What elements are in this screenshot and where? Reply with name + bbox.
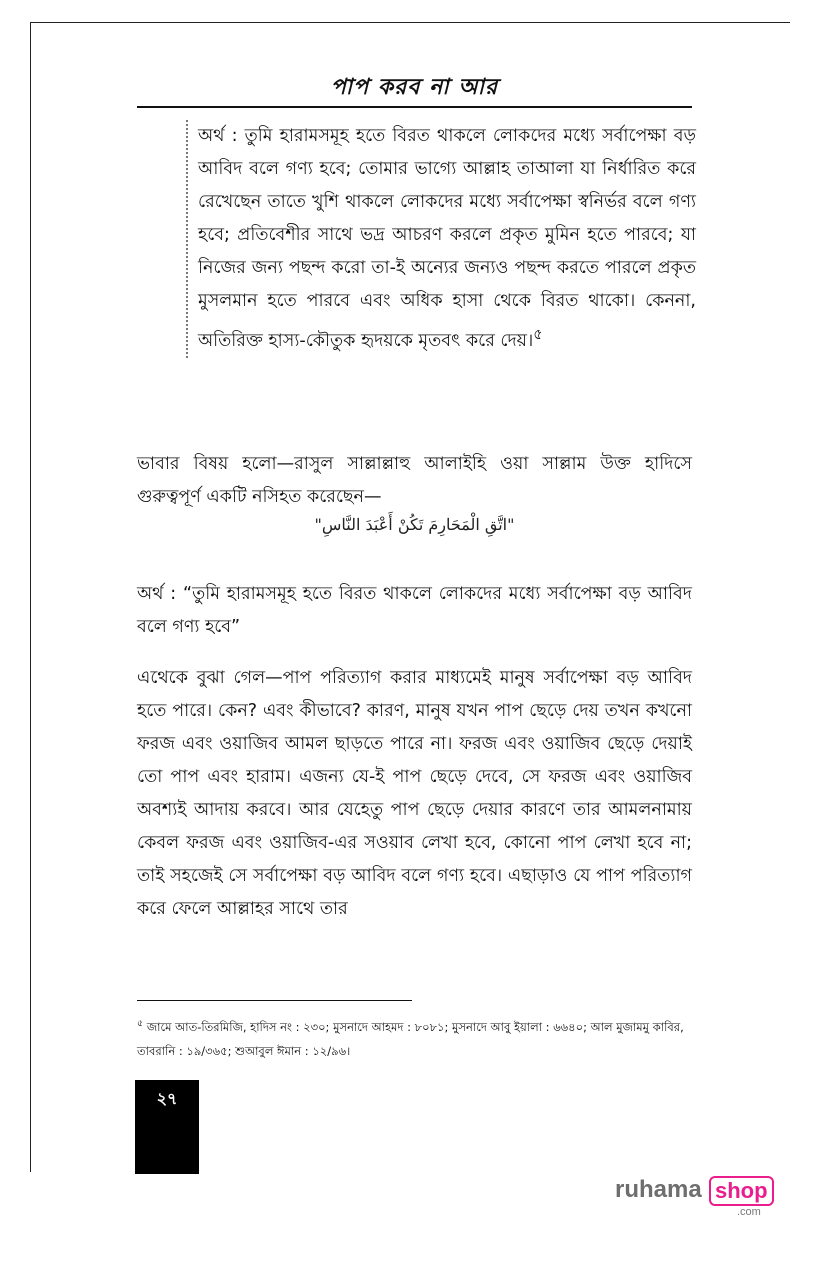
- arabic-hadith: "اتَّقِ الْمَحَارِمَ تَكُنْ أَعْبَدَ النَّاسِ": [314, 515, 515, 534]
- footnote-rule: [137, 1000, 412, 1001]
- brand-shop-badge: shop: [709, 1176, 774, 1206]
- footnote: [137, 1012, 697, 1063]
- paragraph-1: ভাবার বিষয় হলো—রাসুল সাল্লাল্লাহু আলাইহি ওয়া সাল্লাম উক্ত হাদিসে গুরুত্বপূর্ণ একটি নসিহত করেছেন—: [137, 454, 692, 507]
- paragraph-3: এথেকে বুঝা গেল—পাপ পরিত্যাগ করার মাধ্যমেই মানুষ সর্বাপেক্ষা বড় আবিদ হতে পারে। কেন? এবং কীভাবে? কারণ, মানুষ যখন পাপ ছেড়ে দেয় তখন কখনো ফরজ এবং ওয়াজিব আমল ছাড়তে পারে না। ফরজ এবং ওয়াজিব ছেড়ে দেয়াই তো পাপ এবং হারাম। এজন্য যে-ই পাপ ছেড়ে দেবে, সে ফরজ এবং ওয়াজিব অবশ্যই আদায় করবে। আর যেহেতু পাপ ছেড়ে দেয়ার কারণে তার আমলনামায় কেবল ফরজ এবং ওয়াজিব-এর সওয়াব লেখা হবে, কোনো পাপ লেখা হবে না; তাই সহজেই সে সর্বাপেক্ষা বড় আবিদ বলে গণ্য হবে। এছাড়াও যে পাপ পরিত্যাগ করে ফেলে আল্লাহর সাথে তার: [137, 668, 692, 919]
- footnote-mark: ৫: [137, 1018, 144, 1029]
- quote-footnote-mark: ৫: [533, 326, 543, 343]
- quote-block: [186, 120, 696, 358]
- page-frame-top: [30, 22, 790, 23]
- quote-text: অর্থ : তুমি হারামসমূহ হতে বিরত থাকলে লোকদের মধ্যে সর্বাপেক্ষা বড় আবিদ বলে গণ্য হবে; তোমার ভাগ্যে আল্লাহ তাআলা যা নির্ধারিত করে রেখেছেন তাতে খুশি থাকলে লোকদের মধ্যে সর্বাপেক্ষা স্বনির্ভর বলে গণ্য হবে; প্রতিবেশীর সাথে ভদ্র আচরণ করলে প্রকৃত মুমিন হতে পারবে; যা নিজের জন্য পছন্দ করো তা-ই অন্যের জন্যও পছন্দ করতে পারলে প্রকৃত মুসলমান হতে পারবে এবং অধিক হাসা থেকে বিরত থাকো। কেননা, অতিরিক্ত হাস্য-কৌতুক হৃদয়কে মৃতবৎ করে দেয়।: [198, 126, 696, 351]
- footnote-text: জামে আত-তিরমিজি, হাদিস নং : ২৩০; মুসনাদে আহমদ : ৮০৮১; মুসনাদে আবু ইয়ালা : ৬৬৪০; আল মুজামমু কাবির, তাবরানি : ১৯/৩৬৫; শুআবুল ঈমান : ১২/৯৬।: [137, 1019, 684, 1058]
- brand-logo: [615, 1176, 785, 1226]
- page-frame-left: [30, 22, 31, 1172]
- paragraph-2: অর্থ : “তুমি হারামসমূহ হতে বিরত থাকলে লোকদের মধ্যে সর্বাপেক্ষা বড় আবিদ বলে গণ্য হবে”: [137, 584, 692, 637]
- page-number: ২৭: [156, 1089, 178, 1108]
- brand-name: ruhama: [615, 1176, 702, 1203]
- brand-domain: .com: [737, 1206, 761, 1218]
- page-number-box: [135, 1080, 199, 1174]
- page-header-title: পাপ করব না আর: [330, 74, 499, 100]
- header-rule: [137, 106, 692, 108]
